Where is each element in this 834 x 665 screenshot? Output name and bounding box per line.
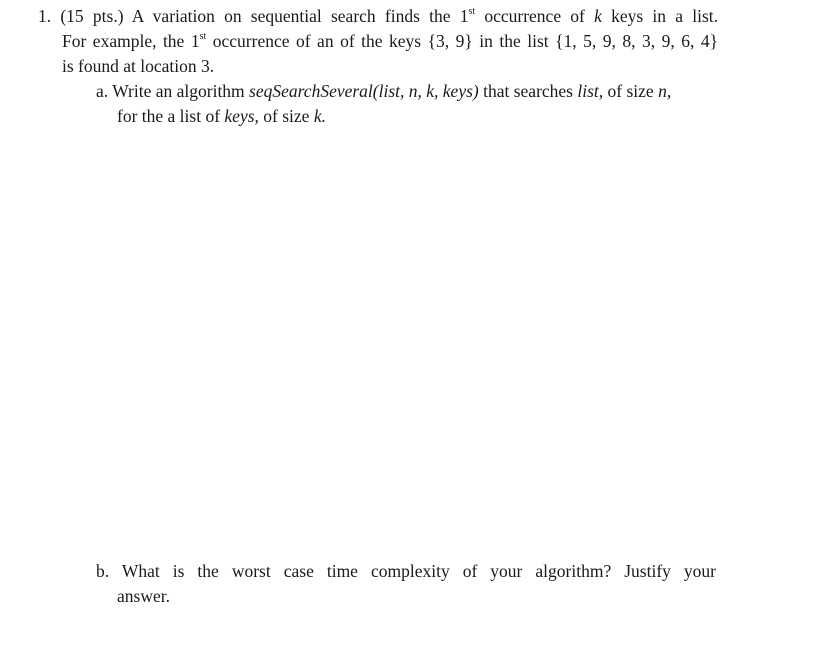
variable-k: k. — [313, 106, 326, 126]
part-b — [96, 559, 716, 609]
part-b-label: b. — [96, 561, 110, 581]
part-a-label: a. — [96, 81, 109, 101]
question-1-line-3 — [38, 54, 718, 79]
part-a-line-2 — [96, 104, 716, 129]
question-intro: A variation on sequential search finds the 1 — [131, 6, 469, 26]
variable-k: k — [594, 6, 602, 26]
part-b-line-1 — [96, 559, 716, 584]
question-1 — [38, 4, 718, 79]
example-text-cont: occurrence of an of the keys {3, 9} in the list {1, 5, 9, 8, 3, 9, 6, 4} — [212, 31, 719, 51]
part-a-line2-text: for the a list of — [117, 106, 221, 126]
part-a-line-1 — [96, 79, 716, 104]
part-a-line2-size: of size — [263, 106, 310, 126]
part-a-text-size: of size — [607, 81, 654, 101]
part-a — [96, 79, 716, 129]
superscript-st: st — [468, 6, 476, 18]
part-b-text: What is the worst case time complexity of your algorithm? Justify your — [121, 561, 716, 581]
question-1-line-2 — [38, 29, 718, 54]
question-points: (15 pts.) — [60, 6, 124, 26]
variable-n: n, — [658, 81, 672, 101]
part-a-text-cont: that searches — [483, 81, 573, 101]
superscript-st: st — [199, 31, 207, 43]
part-a-text: Write an algorithm — [112, 81, 245, 101]
function-args: (list, n, k, keys) — [372, 81, 479, 101]
question-1-line-1 — [38, 4, 718, 29]
function-name: seqSearchSeveral — [249, 81, 373, 101]
example-result: is found at location 3. — [62, 56, 215, 76]
example-text: For example, the 1 — [62, 31, 200, 51]
question-intro-cont: occurrence of — [484, 6, 585, 26]
question-intro-end: keys in a list. — [611, 6, 718, 26]
variable-keys: keys, — [224, 106, 259, 126]
part-b-line-2 — [96, 584, 716, 609]
variable-list: list, — [577, 81, 604, 101]
question-number: 1. — [38, 6, 52, 26]
part-b-text-end: answer. — [117, 586, 170, 606]
